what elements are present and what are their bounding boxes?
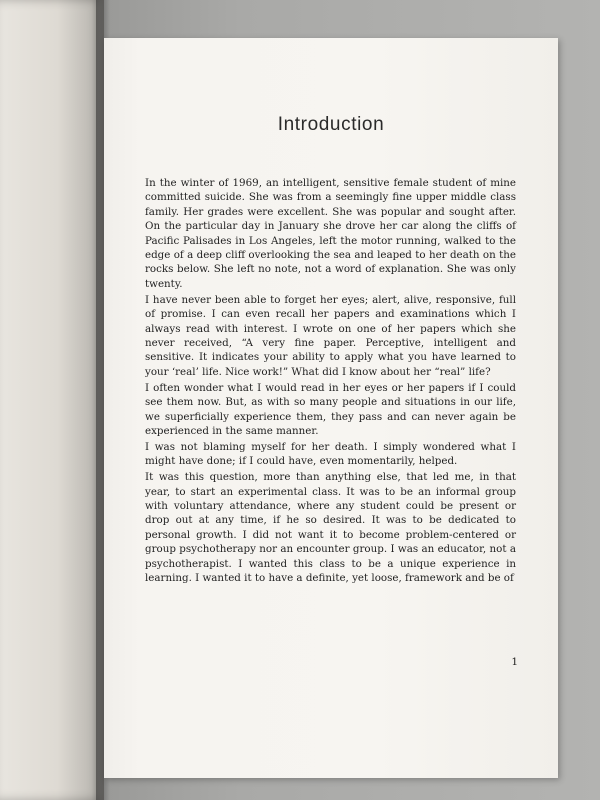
paragraph: I have never been able to forget her eyes; alert, alive, responsive, full of promise. I can even recall her papers and examinations which I always read with interest. I wrote on one of her papers which she never received, “A very fine paper. Perceptive, intelligent and sensitive. It indicates your ability to apply what you have learned to your ‘real’ life. Nice work!” What did I know about her “real” life? [145, 293, 516, 378]
body-text [145, 176, 516, 585]
page-number: 1 [511, 656, 518, 668]
paragraph: I often wonder what I would read in her eyes or her papers if I could see them now. But, as with so many people and situations in our life, we superficially experience them, they pass and can never again be experienced in the same manner. [145, 381, 516, 437]
left-page-edge [0, 0, 104, 800]
book-page [104, 38, 558, 778]
paragraph: It was this question, more than anything else, that led me, in that year, to start an experimental class. It was to be an informal group with voluntary attendance, where any student could be present or drop out at any time, if he so desired. It was to be dedicated to personal growth. I did not want it to become problem-centered or group psychotherapy nor an encounter group. I was an educator, not a psychotherapist. I wanted this class to be a unique experience in learning. I wanted it to have a definite, yet loose, framework and be of [145, 471, 516, 584]
paragraph: In the winter of 1969, an intelligent, sensitive female student of mine committed suicide. She was from a seemingly fine upper middle class family. Her grades were excellent. She was popular and sought after. On the particular day in January she drove her car along the cliffs of Pacific Palisades in Los Angeles, left the motor running, walked to the edge of a deep cliff overlooking the sea and leaped to her death on the rocks below. She left no note, not a word of explanation. She was only twenty. [145, 177, 516, 290]
paragraph: I was not blaming myself for her death. I simply wondered what I might have done; if I could have, even momentarily, helped. [145, 440, 516, 468]
chapter-title: Introduction [277, 114, 385, 135]
